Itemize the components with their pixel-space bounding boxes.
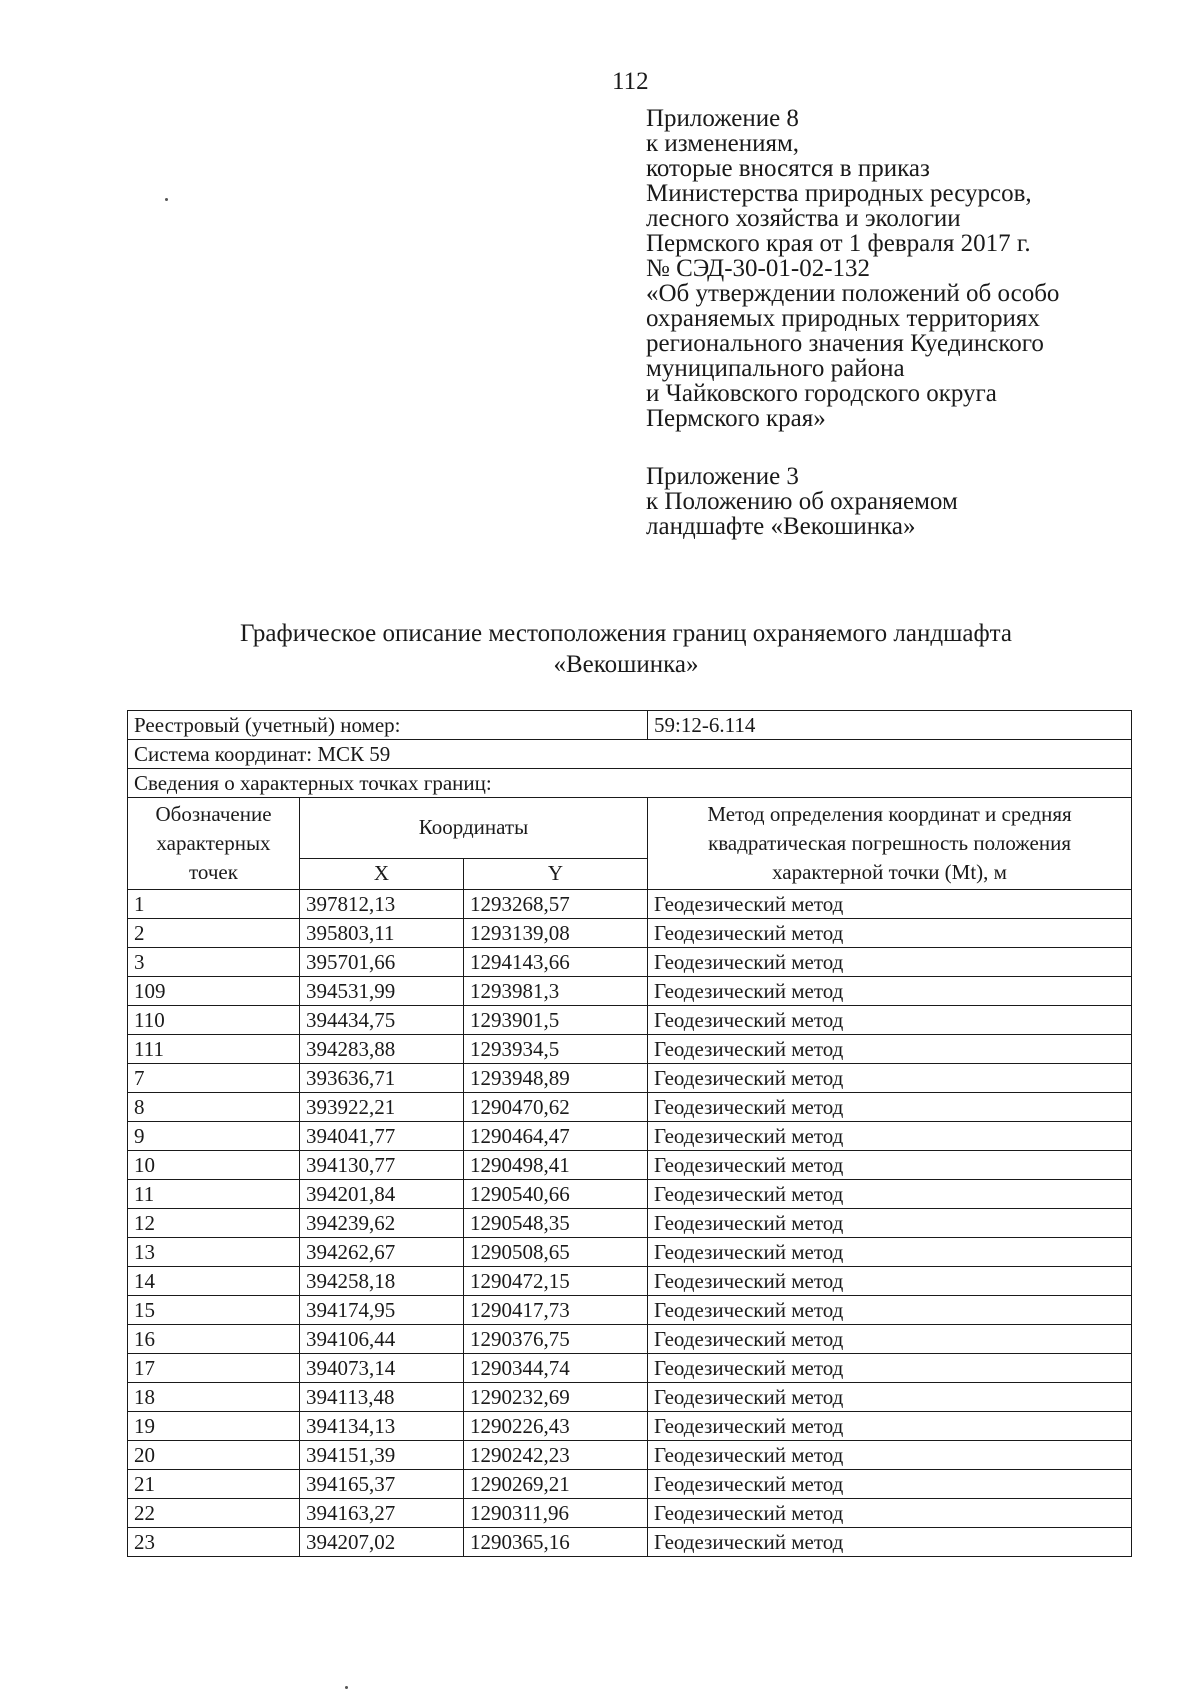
table-row [128,1209,1132,1238]
annex-8-line: муниципального района [646,355,905,382]
table-row [128,919,1132,948]
cell-coord-y: 1290242,23 [464,1441,648,1470]
cell-point-number: 23 [128,1528,300,1557]
document-title-line-1: Графическое описание местоположения границ охраняемого ландшафта [240,620,1012,647]
header-point: Обозначение характерных точек [128,798,300,890]
table-row [128,977,1132,1006]
cell-method: Геодезический метод [648,1267,1132,1296]
cell-coord-y: 1290269,21 [464,1470,648,1499]
cell-coord-x: 394434,75 [300,1006,464,1035]
table-row [128,890,1132,919]
cell-coord-y: 1290548,35 [464,1209,648,1238]
cell-coord-y: 1290464,47 [464,1122,648,1151]
annex-8-line: Пермского края» [646,405,826,432]
cell-point-number: 1 [128,890,300,919]
annex-8-line: «Об утверждении положений об особо [646,280,1060,307]
cell-method: Геодезический метод [648,1238,1132,1267]
table-row [128,1267,1132,1296]
cell-point-number: 109 [128,977,300,1006]
table-row [128,1035,1132,1064]
registry-row [128,711,1132,740]
document-title [126,618,1126,680]
cell-coord-y: 1290470,62 [464,1093,648,1122]
annex-8-line: охраняемых природных территориях [646,305,1040,332]
header-method: Метод определения координат и средняя квадратическая погрешность положения характерной точки (Mt), м [648,798,1132,890]
cell-coord-y: 1293948,89 [464,1064,648,1093]
table-row [128,1064,1132,1093]
cell-coord-x: 394207,02 [300,1528,464,1557]
cell-method: Геодезический метод [648,1383,1132,1412]
table-row [128,1296,1132,1325]
annex-3-line: к Положению об охраняемом [646,488,958,515]
cell-coord-y: 1290344,74 [464,1354,648,1383]
cell-method: Геодезический метод [648,1499,1132,1528]
cell-method: Геодезический метод [648,1354,1132,1383]
scan-speck [345,1686,348,1689]
cell-method: Геодезический метод [648,1035,1132,1064]
registry-label: Реестровый (учетный) номер: [128,711,648,740]
cell-coord-x: 393922,21 [300,1093,464,1122]
table-row [128,1238,1132,1267]
cell-method: Геодезический метод [648,1093,1132,1122]
annex-8-line: Приложение 8 [646,105,799,132]
table-row [128,1006,1132,1035]
cell-coord-x: 394134,13 [300,1412,464,1441]
cell-coord-y: 1290498,41 [464,1151,648,1180]
cell-point-number: 19 [128,1412,300,1441]
cell-method: Геодезический метод [648,1470,1132,1499]
annex-8-line: и Чайковского городского округа [646,380,997,407]
header-y: Y [464,858,648,889]
cell-point-number: 20 [128,1441,300,1470]
table-row [128,1093,1132,1122]
coordinates-table [127,710,1132,1557]
annex-3-line: Приложение 3 [646,463,799,490]
cell-coord-x: 394041,77 [300,1122,464,1151]
header-x: X [300,858,464,889]
cell-method: Геодезический метод [648,1325,1132,1354]
cell-coord-y: 1293981,3 [464,977,648,1006]
cell-method: Геодезический метод [648,1209,1132,1238]
cell-point-number: 12 [128,1209,300,1238]
table-row [128,1528,1132,1557]
cell-method: Геодезический метод [648,1122,1132,1151]
cell-method: Геодезический метод [648,1151,1132,1180]
cell-coord-x: 394113,48 [300,1383,464,1412]
cell-coord-x: 394106,44 [300,1325,464,1354]
cell-coord-x: 395803,11 [300,919,464,948]
cell-coord-y: 1290472,15 [464,1267,648,1296]
table-row [128,1499,1132,1528]
cell-coord-y: 1293934,5 [464,1035,648,1064]
table-row [128,1180,1132,1209]
points-info-label: Сведения о характерных точках границ: [128,769,1132,798]
table-row [128,1325,1132,1354]
table-row [128,1412,1132,1441]
cell-point-number: 21 [128,1470,300,1499]
document-title-line-2: «Векошинка» [553,651,699,678]
annex-8-line: к изменениям, [646,130,800,157]
annex-8-line: Пермского края от 1 февраля 2017 г. [646,230,1031,257]
cell-method: Геодезический метод [648,948,1132,977]
cell-point-number: 8 [128,1093,300,1122]
annex-8-header [646,106,1186,431]
cell-coord-y: 1293901,5 [464,1006,648,1035]
cell-coord-x: 393636,71 [300,1064,464,1093]
annex-3-line: ландшафте «Векошинка» [646,513,916,540]
cell-coord-x: 394151,39 [300,1441,464,1470]
cell-coord-y: 1290376,75 [464,1325,648,1354]
page-number: 112 [612,68,649,95]
cell-point-number: 110 [128,1006,300,1035]
cell-coord-y: 1290365,16 [464,1528,648,1557]
table-row [128,1470,1132,1499]
table-row [128,1354,1132,1383]
cell-method: Геодезический метод [648,1296,1132,1325]
cell-coord-x: 394531,99 [300,977,464,1006]
cell-coord-y: 1290417,73 [464,1296,648,1325]
cell-point-number: 3 [128,948,300,977]
cell-method: Геодезический метод [648,1528,1132,1557]
cell-method: Геодезический метод [648,1412,1132,1441]
scan-speck [165,198,168,201]
annex-8-line: лесного хозяйства и экологии [646,205,961,232]
cell-point-number: 7 [128,1064,300,1093]
cell-method: Геодезический метод [648,890,1132,919]
cell-method: Геодезический метод [648,1064,1132,1093]
table-row [128,1383,1132,1412]
cell-coord-y: 1290226,43 [464,1412,648,1441]
cell-point-number: 15 [128,1296,300,1325]
cell-point-number: 18 [128,1383,300,1412]
cell-method: Геодезический метод [648,1180,1132,1209]
cell-coord-y: 1290311,96 [464,1499,648,1528]
cell-coord-x: 394262,67 [300,1238,464,1267]
points-info-row [128,769,1132,798]
cell-coord-y: 1290540,66 [464,1180,648,1209]
cell-point-number: 17 [128,1354,300,1383]
cell-point-number: 22 [128,1499,300,1528]
table-row [128,948,1132,977]
coord-system-row [128,740,1132,769]
cell-point-number: 111 [128,1035,300,1064]
annex-3-header [646,464,1186,539]
cell-coord-x: 394130,77 [300,1151,464,1180]
annex-8-line: регионального значения Куединского [646,330,1044,357]
cell-point-number: 9 [128,1122,300,1151]
header-coordinates: Координаты [300,798,648,859]
cell-point-number: 13 [128,1238,300,1267]
cell-point-number: 2 [128,919,300,948]
cell-coord-x: 394201,84 [300,1180,464,1209]
table-header-row-1 [128,798,1132,859]
cell-coord-x: 394073,14 [300,1354,464,1383]
cell-point-number: 16 [128,1325,300,1354]
cell-coord-x: 394239,62 [300,1209,464,1238]
annex-8-line: № СЭД-30-01-02-132 [646,255,871,282]
cell-point-number: 11 [128,1180,300,1209]
cell-coord-x: 394258,18 [300,1267,464,1296]
cell-point-number: 10 [128,1151,300,1180]
table-row [128,1151,1132,1180]
cell-coord-y: 1290232,69 [464,1383,648,1412]
cell-method: Геодезический метод [648,977,1132,1006]
cell-method: Геодезический метод [648,1006,1132,1035]
annex-8-line: которые вносятся в приказ [646,155,930,182]
coord-system-label: Система координат: МСК 59 [128,740,1132,769]
cell-coord-x: 397812,13 [300,890,464,919]
cell-coord-x: 394283,88 [300,1035,464,1064]
cell-coord-x: 394174,95 [300,1296,464,1325]
cell-coord-x: 394165,37 [300,1470,464,1499]
cell-method: Геодезический метод [648,1441,1132,1470]
cell-coord-y: 1290508,65 [464,1238,648,1267]
table-row [128,1122,1132,1151]
table-row [128,1441,1132,1470]
cell-coord-x: 394163,27 [300,1499,464,1528]
cell-coord-x: 395701,66 [300,948,464,977]
cell-method: Геодезический метод [648,919,1132,948]
cell-point-number: 14 [128,1267,300,1296]
annex-8-line: Министерства природных ресурсов, [646,180,1032,207]
cell-coord-y: 1293139,08 [464,919,648,948]
cell-coord-y: 1293268,57 [464,890,648,919]
registry-value: 59:12-6.114 [648,711,1132,740]
cell-coord-y: 1294143,66 [464,948,648,977]
